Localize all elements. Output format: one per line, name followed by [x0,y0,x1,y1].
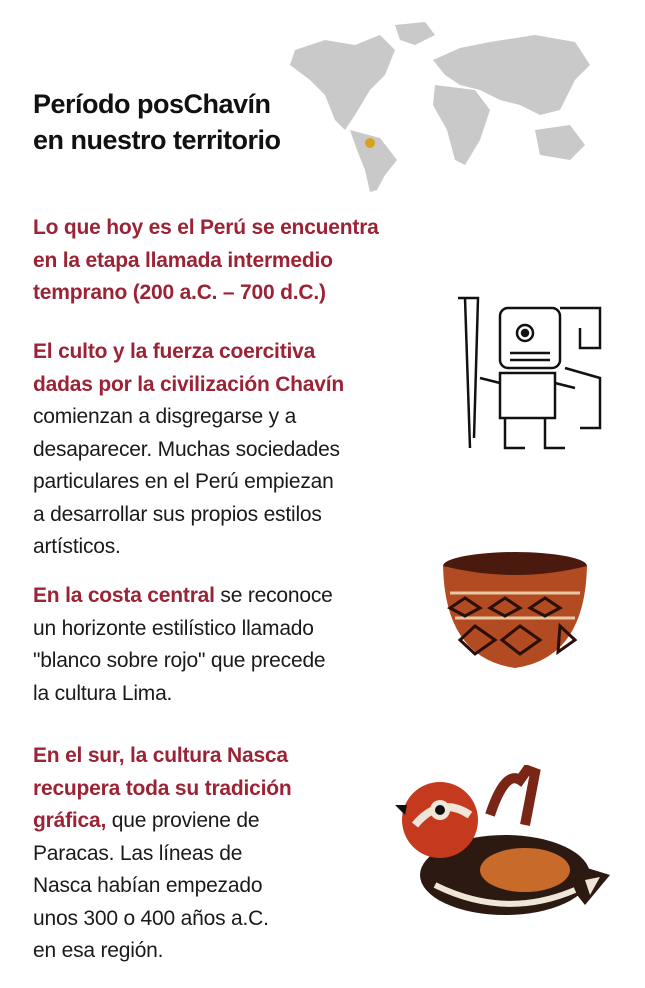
paragraph-intermedio-temprano [33,212,379,310]
nasca-bird-vessel-image [395,765,620,925]
highlight-text: En el sur, la cultura Nasca recupera toda su tradición gráfica, [33,744,292,832]
peru-marker [365,138,375,148]
body-text: comienzan a disgregarse y a desaparecer. Muchas sociedades particulares en el Perú empiezan a desarrollar sus propios estilos artísticos. [33,405,340,558]
highlight-text: El culto y la fuerza coercitiva dadas por la civilización Chavín [33,340,345,396]
page-title: Período posChavín en nuestro territorio [33,89,281,155]
body-text: se reconoce un horizonte estilístico llamado "blanco sobre rojo" que precede la cultura Lima. [33,584,333,705]
highlight-text: Lo que hoy es el Perú se encuentra en la etapa llamada intermedio temprano (200 a.C. – 700 d.C.) [33,216,379,304]
paragraph-costa-central [33,580,333,710]
body-text: que proviene de Paracas. Las líneas de Nasca habían empezado unos 300 o 400 años a.C. en esa región. [33,809,269,962]
highlight-text: En la costa central [33,584,215,607]
chavin-figure-illustration [450,288,610,458]
ceramic-bowl-image [440,548,590,673]
paragraph-chavin [33,336,344,564]
paragraph-nasca [33,740,292,968]
world-map-image [285,20,605,195]
